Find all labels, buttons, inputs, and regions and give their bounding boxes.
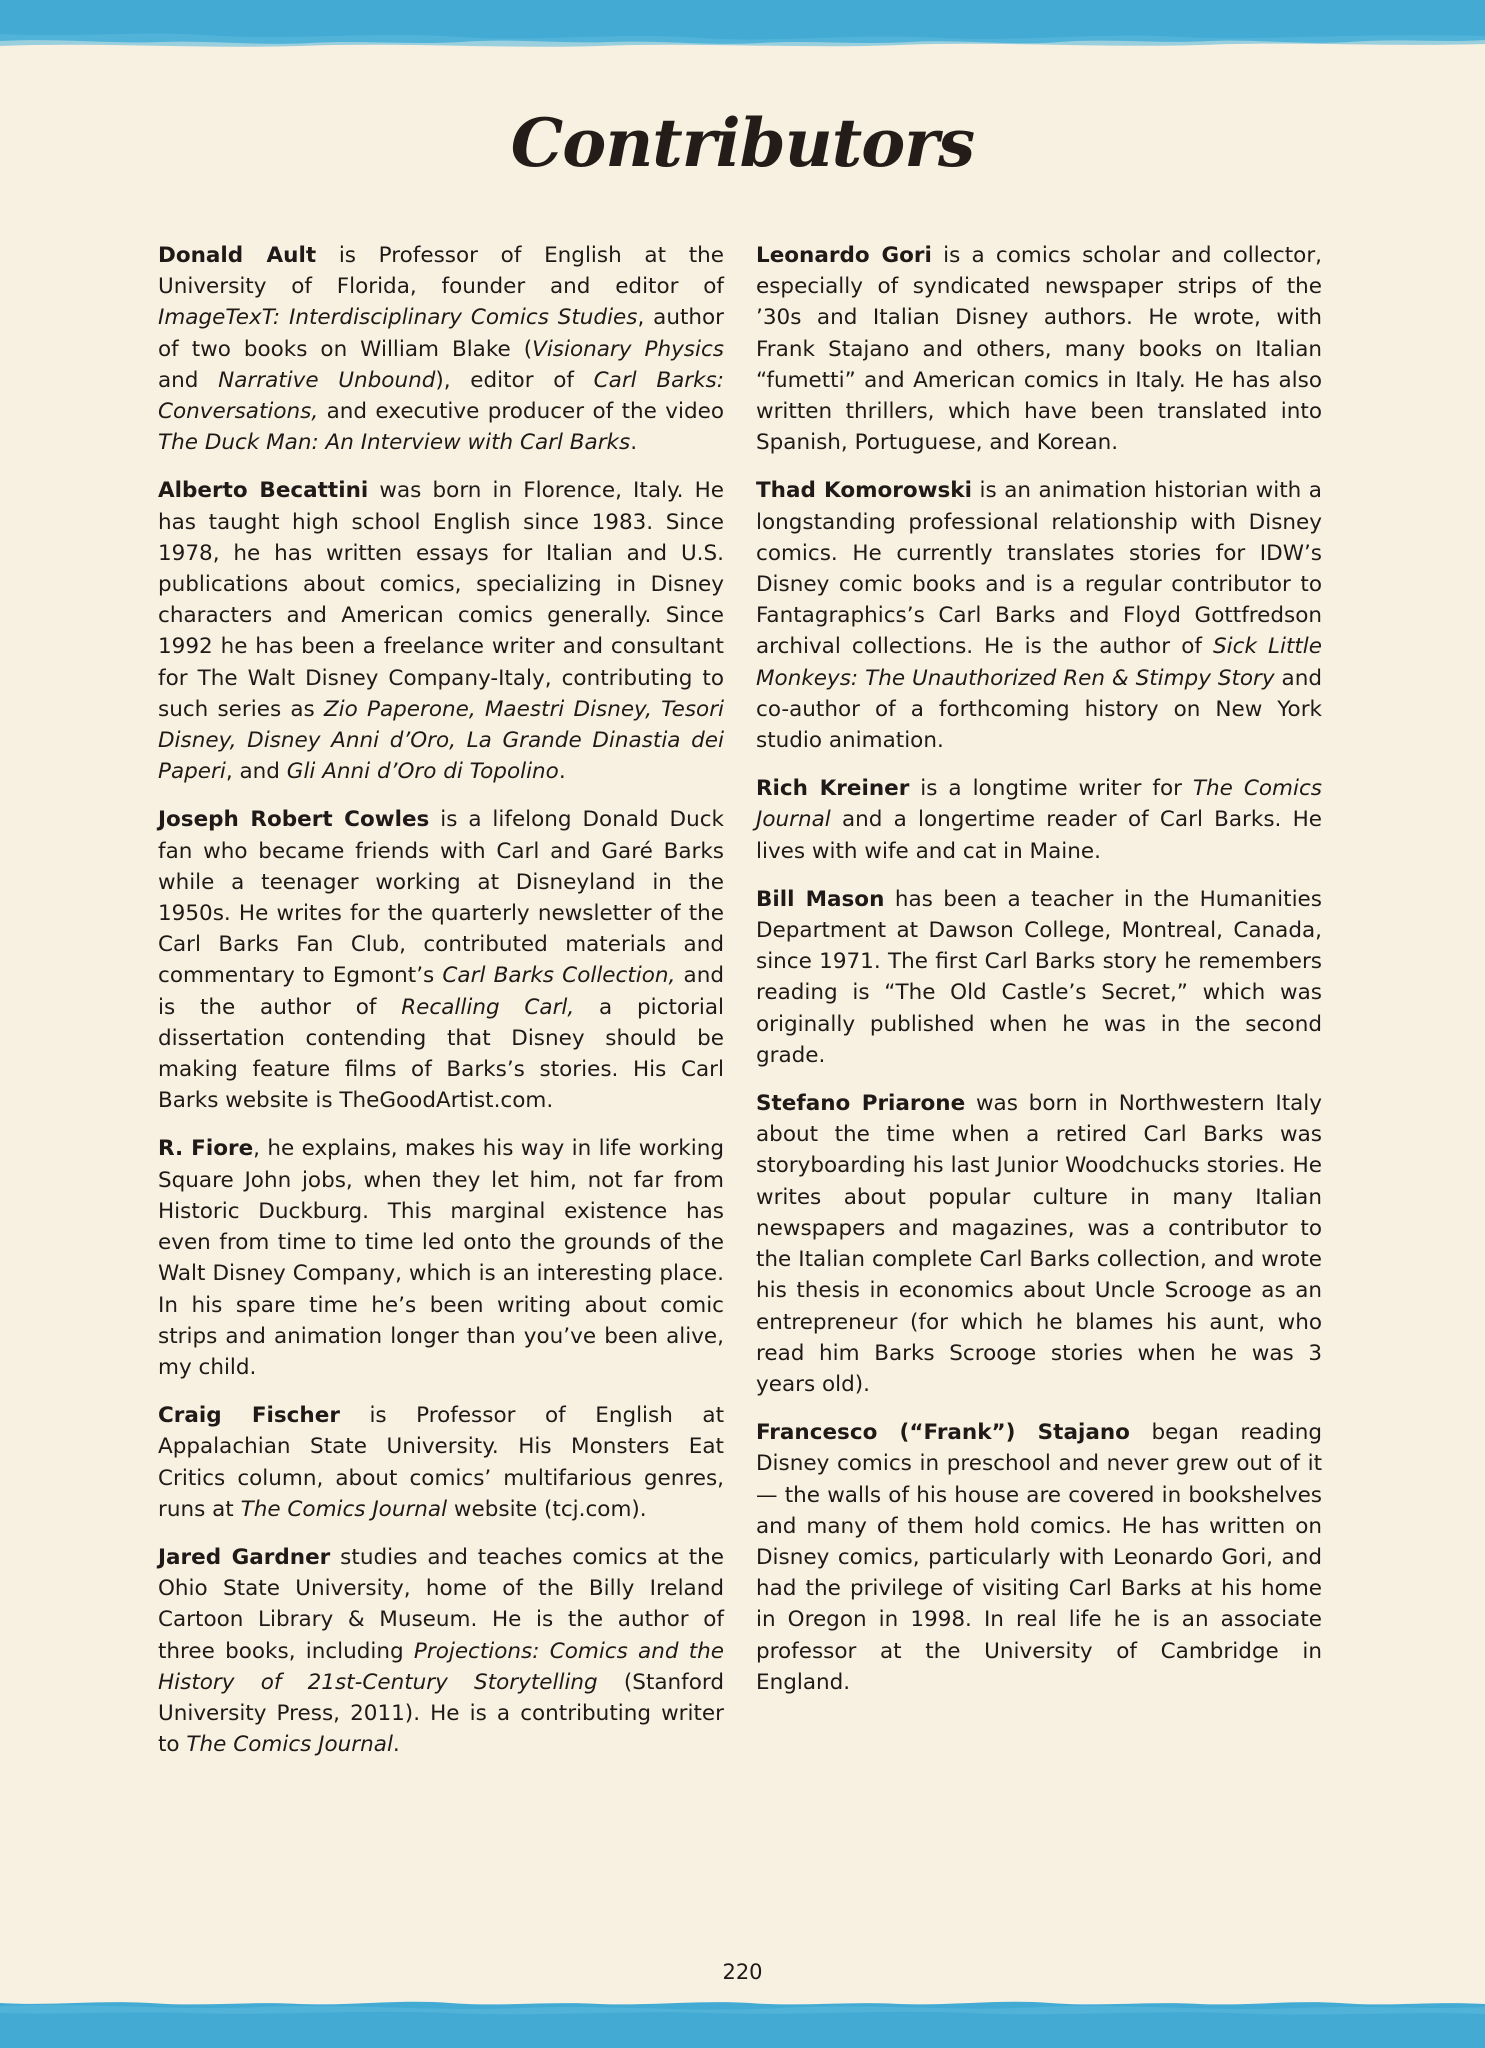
bio-italic-text: The Duck Man: An Interview with Carl Barks	[158, 430, 631, 456]
bio-text: , he explains, makes his way in life working Square John jobs, when they let him, not far from Historic Duckburg. This marginal existence has even from time to time led onto the grounds of the Walt Disney Company, which is an interesting place. In his spare time he’s been writing about comic strips and animation longer than you’ve been alive, my child.	[158, 1136, 724, 1380]
contributor-entry	[756, 475, 1322, 756]
right-column	[756, 240, 1322, 1715]
bio-text: is a longtime writer for	[909, 776, 1193, 802]
contributor-entry	[158, 1542, 724, 1760]
bio-italic-text: Narrative Unbound	[218, 367, 436, 393]
contributor-name: Rich Kreiner	[756, 776, 910, 802]
top-decorative-band	[0, 0, 1485, 56]
bio-italic-text: The Comics Journal	[186, 1732, 393, 1758]
bio-text: is a comics scholar and collector, especially of syndicated newspaper strips of the ’30s and Italian Disney authors. He wrote, with Frank Stajano and others, many books on Italian “fumetti” and American comics in Italy. He has also written thrillers, which have been translated into Spanish, Portuguese, and Korean.	[756, 243, 1322, 456]
bio-text: .	[392, 1732, 400, 1758]
bio-text: has been a teacher in the Humanities Department at Dawson College, Montreal, Canada, since 1971. The first Carl Barks story he remembers reading is “The Old Castle’s Secret,” which was originally published when he was in the second grade.	[756, 886, 1322, 1068]
left-column	[158, 240, 724, 1777]
bio-text: , and	[225, 759, 287, 785]
contributor-name: Alberto Becattini	[158, 478, 369, 504]
contributor-name: Leonardo Gori	[756, 243, 932, 268]
bio-text: is an animation historian with a longstanding professional relationship with Disney comics. He currently translates stories for IDW’s Disney comic books and is a regular contributor to Fantagraphics’s Carl Barks and Floyd Gottfredson archival collections. He is the author of	[756, 478, 1322, 660]
bio-italic-text: The Comics Journal	[756, 776, 1322, 833]
contributor-entry	[158, 240, 724, 458]
bio-text: is a lifelong Donald Duck fan who became friends with Carl and Garé Barks while a teenager working at Disneyland in the 1950s. He writes for the quarterly newsletter of the Carl Barks Fan Club, contributed materials and commentary to Egmont’s	[158, 807, 724, 989]
bio-text: and is the author of	[158, 963, 724, 1020]
contributor-name: Bill Mason	[756, 886, 885, 912]
bio-text: .	[558, 759, 566, 785]
contributor-name: R. Fiore	[158, 1136, 254, 1162]
contributor-entry	[158, 1133, 724, 1383]
bio-italic-text: Carl Barks Collection,	[442, 963, 676, 989]
contributor-name: Thad Komorowski	[756, 478, 972, 504]
bio-text: was born in Florence, Italy. He has taught high school English since 1983. Since 1978, he has written essays for Italian and U.S. publications about comics, specializing in Disney characters and American comics generally. Since 1992 he has been a freelance writer and consultant for The Walt Disney Company-Italy, contributing to such series as	[158, 478, 724, 722]
bio-text: (Stanford University Press, 2011). He is a contributing writer to	[158, 1669, 725, 1758]
top-band-shape	[0, 0, 1485, 56]
bottom-decorative-band	[0, 1992, 1485, 2048]
page-title: Contributors	[510, 104, 975, 182]
contributor-name: Jared Gardner	[158, 1544, 331, 1570]
bio-text: and	[158, 367, 219, 393]
contributor-entry	[756, 1088, 1322, 1400]
contributor-entry	[756, 240, 1322, 458]
bio-text: .	[630, 430, 638, 456]
contributor-entry	[158, 1400, 724, 1525]
bio-text: and a longertime reader of Carl Barks. He lives with wife and cat in Maine.	[756, 807, 1322, 864]
bio-text: studies and teaches comics at the Ohio State University, home of the Billy Ireland Cartoon Library & Museum. He is the author of three books, including	[158, 1544, 724, 1664]
bio-italic-text: Gli Anni d’Oro di Topolino	[286, 759, 559, 785]
contributor-name: Craig Fischer	[158, 1403, 340, 1429]
bio-text: website (tcj.com).	[447, 1496, 647, 1522]
bio-text: and co-author of a forthcoming history on New York studio animation.	[756, 665, 1322, 754]
bio-text: is Professor of English at Appalachian State University. His Monsters Eat Critics column, about comics’ multifarious genres, runs at	[158, 1403, 724, 1522]
bio-text: and executive producer of the video	[318, 399, 724, 425]
bio-italic-text: Sick Little Monkeys: The Unauthorized Ren & Stimpy Story	[756, 634, 1322, 691]
bottom-band-shape	[0, 1992, 1485, 2048]
contributor-entry	[756, 1417, 1322, 1698]
contributor-name: Francesco (“Frank”) Stajano	[756, 1420, 1130, 1446]
contributor-name: Donald Ault	[158, 243, 317, 268]
bio-italic-text: ImageTexT: Interdisciplinary Comics Studies	[158, 305, 638, 331]
bio-italic-text: Projections: Comics and the History of 21st-Century Storytelling	[158, 1638, 724, 1695]
bio-italic-text: The Comics Journal	[240, 1496, 448, 1522]
contributor-entry	[756, 884, 1322, 1071]
bio-text: is Professor of English at the University of Florida, founder and editor of	[158, 243, 724, 300]
bio-italic-text: Zio Paperone, Maestri Disney, Tesori Disney, Disney Anni d’Oro, La Grande Dinastia dei Paperi	[158, 696, 725, 785]
contributor-entry	[158, 475, 724, 787]
contributor-name: Joseph Robert Cowles	[158, 807, 430, 833]
bio-text: ), editor of	[435, 367, 594, 393]
contributor-entry	[756, 773, 1322, 867]
bio-text: began reading Disney comics in preschool and never grew out of it — the walls of his house are covered in bookshelves and many of them hold comics. He has written on Disney comics, particularly with Leonardo Gori, and had the privilege of visiting Carl Barks at his home in Oregon in 1998. In real life he is an associate professor at the University of Cambridge in England.	[756, 1420, 1322, 1695]
bio-text: was born in Northwestern Italy about the time when a retired Carl Barks was storyboarding his last Junior Woodchucks stories. He writes about popular culture in many Italian newspapers and magazines, was a contributor to the Italian complete Carl Barks collection, and wrote his thesis in economics about Uncle Scrooge as an entrepreneur (for which he blames his aunt, who read him Barks Scrooge stories when he was 3 years old).	[756, 1091, 1322, 1397]
bio-text: a pictorial dissertation contending that Disney should be making feature films of Barks’s stories. His Carl Barks website is TheGoodArtist.com.	[158, 994, 724, 1114]
bio-italic-text: Recalling Carl,	[401, 994, 575, 1020]
bio-italic-text: Carl Barks: Conversations,	[158, 367, 724, 425]
bio-text: , author of two books on William Blake (	[158, 305, 724, 362]
contributor-entry	[158, 804, 724, 1116]
page-number: 220	[722, 1960, 763, 1984]
bio-italic-text: Visionary Physics	[532, 336, 724, 362]
contributor-name: Stefano Priarone	[756, 1091, 966, 1117]
